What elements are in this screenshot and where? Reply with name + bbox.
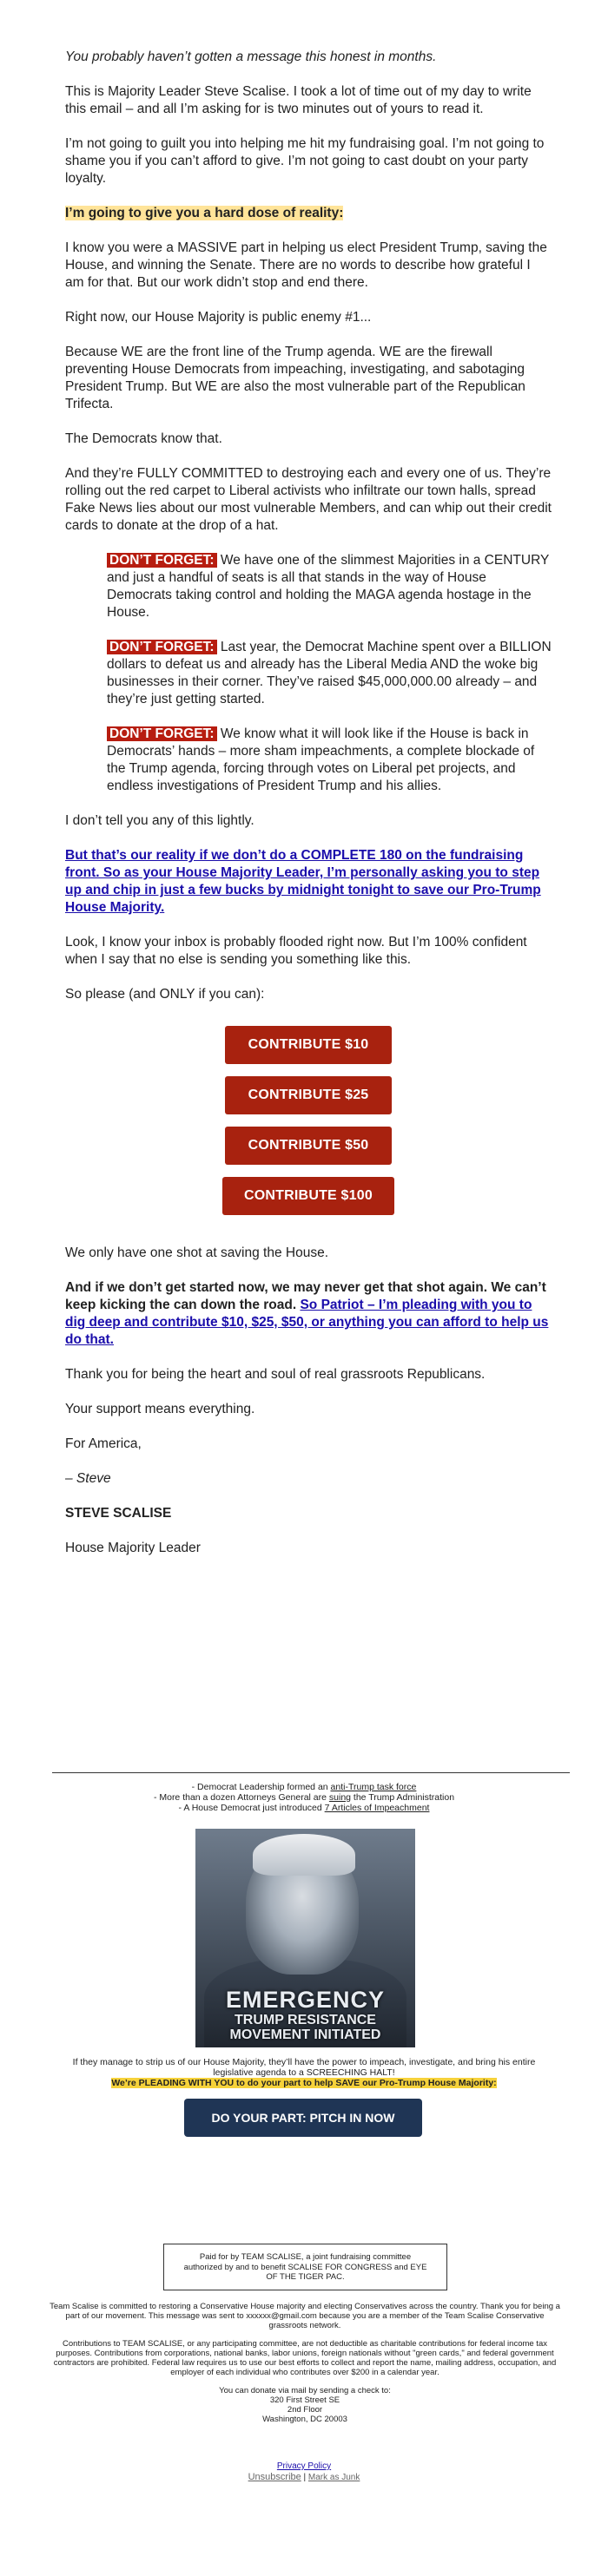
paragraph: Your support means everything. bbox=[65, 1402, 255, 1416]
unsubscribe-link[interactable]: Unsubscribe bbox=[248, 2472, 301, 2482]
threat-line: If they manage to strip us of our House Majority, they’ll have the power to impeach, investigate, and bring his entire legislative agenda to a SCREECHING HALT! bbox=[72, 2057, 536, 2078]
paid-for-disclaimer bbox=[163, 2244, 447, 2290]
paragraph: The Democrats know that. bbox=[65, 431, 222, 446]
dont-forget-item bbox=[107, 726, 552, 795]
paragraph: Look, I know your inbox is probably flooded right now. But I’m 100% confident when I say that no else is sending you something like this. bbox=[65, 935, 527, 967]
alert-item bbox=[0, 1792, 608, 1803]
paragraph: Thank you for being the heart and soul of real grassroots Republicans. bbox=[65, 1367, 486, 1382]
alert-list bbox=[0, 1782, 608, 1813]
paragraph: This is Majority Leader Steve Scalise. I took a lot of time out of my day to write this email – and all I’m asking for is two minutes out of yours to read it. bbox=[65, 84, 532, 116]
mail-intro: You can donate via mail by sending a check to: bbox=[219, 2386, 391, 2395]
portrait-hair bbox=[253, 1834, 355, 1876]
suing-link[interactable]: suing bbox=[328, 1792, 351, 1803]
dont-forget-text: Last year, the Democrat Machine spent over a BILLION dollars to defeat us and already has the Liberal Media AND the woke big businesses in their corner. They’ve raised $45,000,000.00 already – and they’re just getting started. bbox=[107, 640, 552, 706]
dont-forget-text: We know what it will look like if the House is back in Democrats’ hands – more sham impeachments, a complete blockade of the Trump agenda, forcing through votes on Liberal pet projects, and endless investigations of President Trump and his allies. bbox=[107, 726, 535, 793]
intro-line: You probably haven’t gotten a message this honest in months. bbox=[65, 49, 437, 64]
closing: For America, bbox=[65, 1436, 142, 1451]
legal-footer bbox=[46, 2302, 564, 2424]
email-letter bbox=[65, 49, 552, 1574]
paragraph: Because WE are the front line of the Trump agenda. WE are the firewall preventing House Democrats from impeaching, investigating, and sabotaging President Trump. But WE are also the most vulnerable part of the Republican Trifecta. bbox=[65, 345, 525, 411]
threat-highlight: We’re PLEADING WITH YOU to do your part to help SAVE our Pro-Trump House Majority: bbox=[111, 2078, 497, 2088]
paragraph: And they’re FULLY COMMITTED to destroying each and every one of us. They’re rolling out the red carpet to Liberal activists who infiltrate our town halls, spread Fake News lies about our most vulnerable Members, and can whip out their credit cards to donate at the drop of a hat. bbox=[65, 466, 552, 533]
paragraph: I don’t tell you any of this lightly. bbox=[65, 813, 254, 828]
privacy-policy-link[interactable]: Privacy Policy bbox=[276, 2461, 332, 2471]
emergency-poster-image[interactable] bbox=[195, 1829, 415, 2047]
highlight-line bbox=[65, 205, 552, 222]
dont-forget-label: DON’T FORGET: bbox=[107, 553, 217, 568]
contribute-row bbox=[65, 1026, 552, 1064]
legal-paragraph: Team Scalise is committed to restoring a Conservative House majority and electing Conservatives across the country. Thank you for being a part of our movement. This message was sent to xxxxxx@gmail.com because you are a member of the Team Scalise Conservative grassroots network. bbox=[50, 2302, 560, 2330]
donate-link[interactable]: But that’s our reality if we don’t do a COMPLETE 180 on the fundraising front. So as your House Majority Leader, I’m personally asking you to step up and chip in just a few bucks by midnight tonight to save our Pro-Trump House Majority. bbox=[65, 848, 541, 915]
paragraph: Right now, our House Majority is public enemy #1... bbox=[65, 310, 372, 325]
highlighted-text: I’m going to give you a hard dose of reality: bbox=[65, 206, 344, 220]
alert-item bbox=[0, 1803, 608, 1813]
contribute-25-button[interactable]: CONTRIBUTE $25 bbox=[225, 1076, 392, 1114]
poster-subheadline bbox=[195, 2013, 415, 2042]
address-line: Washington, DC 20003 bbox=[262, 2415, 347, 2424]
address-line: 320 First Street SE bbox=[269, 2395, 340, 2405]
signature-name: STEVE SCALISE bbox=[65, 1506, 172, 1521]
threat-text bbox=[0, 2057, 608, 2088]
dont-forget-label: DON’T FORGET: bbox=[107, 640, 217, 654]
contribute-100-button[interactable]: CONTRIBUTE $100 bbox=[222, 1177, 394, 1215]
poster-sub-line: MOVEMENT INITIATED bbox=[229, 2027, 381, 2042]
alert-text: - Democrat Leadership formed an bbox=[191, 1782, 331, 1792]
donate-link-paragraph bbox=[65, 847, 552, 917]
contribute-row bbox=[65, 1177, 552, 1215]
footer-links bbox=[0, 2461, 608, 2483]
closing-name: – Steve bbox=[65, 1471, 111, 1486]
address-line: 2nd Floor bbox=[287, 2405, 323, 2415]
alert-text: the Trump Administration bbox=[351, 1792, 455, 1803]
signature-title: House Majority Leader bbox=[65, 1541, 201, 1555]
footer-separator: | bbox=[301, 2473, 308, 2482]
pitch-in-button[interactable]: DO YOUR PART: PITCH IN NOW bbox=[184, 2099, 422, 2137]
poster-headline: EMERGENCY bbox=[225, 1987, 386, 2013]
contribute-row bbox=[65, 1127, 552, 1165]
paid-for-text: Paid for by TEAM SCALISE, a joint fundraising committee authorized by and to benefit SCALISE FOR CONGRESS and EYE OF THE TIGER PAC. bbox=[183, 2252, 427, 2282]
paragraph: I’m not going to guilt you into helping me hit my fundraising goal. I’m not going to shame you if you can’t afford to give. I’m not going to cast doubt on your party loyalty. bbox=[65, 136, 545, 186]
impeachment-link[interactable]: 7 Articles of Impeachment bbox=[324, 1803, 430, 1813]
contribute-50-button[interactable]: CONTRIBUTE $50 bbox=[225, 1127, 392, 1165]
contribute-10-button[interactable]: CONTRIBUTE $10 bbox=[225, 1026, 392, 1064]
divider bbox=[52, 1772, 570, 1773]
paragraph: We only have one shot at saving the House. bbox=[65, 1245, 329, 1260]
mark-as-junk-link[interactable]: Mark as Junk bbox=[307, 2473, 360, 2482]
paragraph: I know you were a MASSIVE part in helping us elect President Trump, saving the House, and winning the Senate. There are no words to describe how grateful I am for that. But our work didn’t stop and end there. bbox=[65, 240, 547, 290]
legal-paragraph: Contributions to TEAM SCALISE, or any participating committee, are not deductible as charitable contributions for federal income tax purposes. Contributions from corporations, national banks, labor unions, foreign nationals without "green cards," and federal government contractors are prohibited. Federal law requires us to use our best efforts to collect and report the name, mailing address, occupation, and employer of each individual who contributes over $200 in a calendar year. bbox=[53, 2339, 557, 2377]
dont-forget-text: We have one of the slimmest Majorities in a CENTURY and just a handful of seats is all that stands in the way of House Democrats taking control and holding the MAGA agenda hostage in the House. bbox=[107, 553, 550, 620]
paragraph: So please (and ONLY if you can): bbox=[65, 987, 265, 1002]
pleading-link[interactable]: So Patriot – I’m pleading with you to dig deep and contribute $10, $25, $50, or anything you can afford to help us do that. bbox=[65, 1298, 549, 1347]
contribute-row bbox=[65, 1076, 552, 1114]
dont-forget-item bbox=[107, 639, 552, 708]
dont-forget-item bbox=[107, 552, 552, 621]
bold-text: And if we don’t get started now, we may never get that shot again. We can’t keep kicking the can down the road. bbox=[65, 1280, 546, 1312]
alert-text: - A House Democrat just introduced bbox=[178, 1803, 325, 1813]
dont-forget-label: DON’T FORGET: bbox=[107, 726, 217, 741]
threat-callout bbox=[0, 2078, 608, 2088]
poster-sub-line: TRUMP RESISTANCE bbox=[235, 2013, 376, 2027]
alert-text: - More than a dozen Attorneys General are bbox=[153, 1792, 329, 1803]
task-force-link[interactable]: anti-Trump task force bbox=[330, 1782, 417, 1792]
alert-item bbox=[0, 1782, 608, 1792]
pleading-paragraph bbox=[65, 1279, 552, 1349]
